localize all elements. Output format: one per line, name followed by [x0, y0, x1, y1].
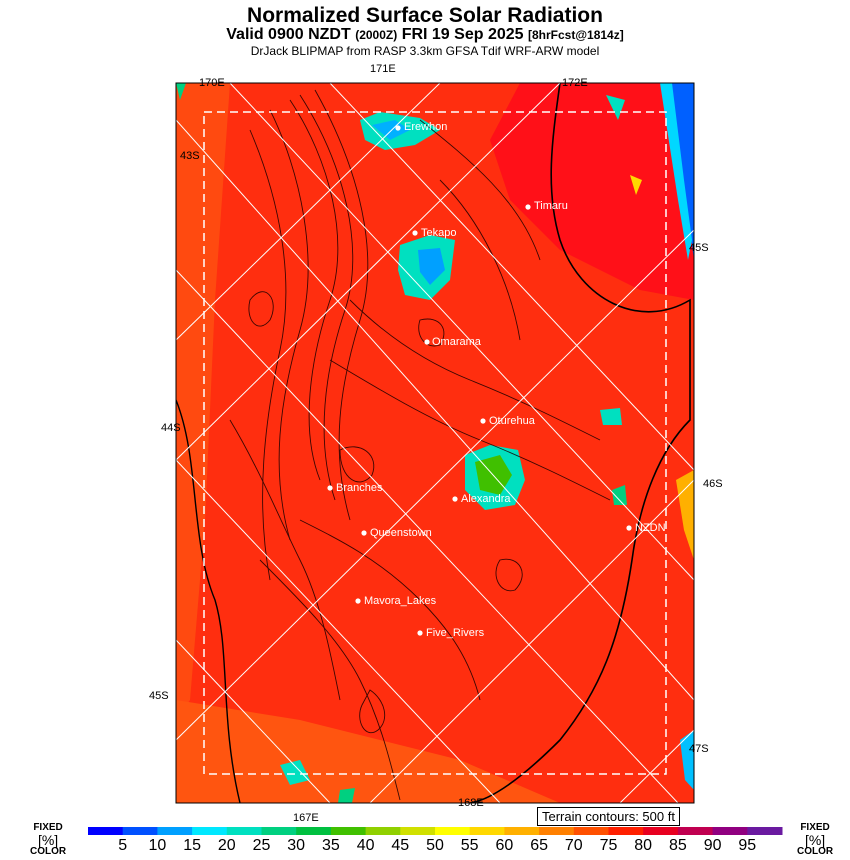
model-subtitle: DrJack BLIPMAP from RASP 3.3km GFSA Tdif WRF-ARW model [250, 44, 600, 58]
colorbar-tick-label: 25 [252, 837, 271, 854]
colorbar-tick-label: 90 [703, 837, 722, 854]
valid-zulu: (2000Z) [355, 28, 398, 42]
colorbar-tick-label: 70 [564, 837, 583, 854]
lat-label-45s-left: 45S [149, 690, 169, 702]
colorbar-tick-label: 60 [495, 837, 514, 854]
colorbar-swatch [157, 827, 192, 835]
colorbar-tick-label: 50 [426, 837, 444, 854]
colorbar [88, 827, 783, 835]
colorbar-tick-label: 10 [148, 837, 167, 854]
colorbar-swatch [400, 827, 435, 835]
colorbar-tick-label: 40 [356, 837, 375, 854]
colorbar-tick-label: 5 [118, 837, 128, 854]
valid-date: FRI 19 Sep 2025 [401, 26, 524, 43]
colorbar-tick-label: 55 [460, 837, 479, 854]
valid-main: Valid 0900 NZDT [226, 26, 351, 43]
colorbar-swatch [574, 827, 609, 835]
colorbar-swatch [539, 827, 574, 835]
place-mavora-lakes: Mavora_Lakes [364, 595, 437, 607]
place-omarama: Omarama [432, 336, 481, 348]
colorbar-swatch [609, 827, 644, 835]
lat-label-47s: 47S [689, 743, 709, 755]
colorbar-tick-label: 80 [634, 837, 653, 854]
colorbar-swatch [504, 827, 539, 835]
lat-label-43s: 43S [180, 150, 200, 162]
colorbar-swatch [88, 827, 123, 835]
colorbar-swatch [123, 827, 158, 835]
lon-label-170e: 170E [199, 77, 225, 89]
colorbar-swatch [262, 827, 297, 835]
colorbar-tick-label: 75 [599, 837, 618, 854]
colorbar-swatch [678, 827, 713, 835]
lat-label-44s: 44S [161, 422, 181, 434]
colorbar-swatch [227, 827, 262, 835]
lat-label-45s-right: 45S [689, 242, 709, 254]
colorbar-swatch [296, 827, 331, 835]
colorbar-tick-label: 35 [321, 837, 340, 854]
colorbar-tick-label: 30 [287, 837, 306, 854]
colorbar-tick-label: 65 [530, 837, 548, 854]
colorbar-swatch [713, 827, 748, 835]
place-tekapo: Tekapo [421, 227, 457, 239]
lon-label-167e: 167E [293, 812, 319, 824]
colorbar-tick-label: 85 [668, 837, 687, 854]
colorbar-tick-label: 15 [183, 837, 201, 854]
place-erewhon: Erewhon [404, 121, 448, 133]
terrain-contours-note: Terrain contours: 500 ft [537, 807, 680, 826]
lon-label-172e: 172E [562, 77, 588, 89]
colorbar-tick-label: 45 [391, 837, 410, 854]
colorbar-right-label: FIXED [%] COLOR [797, 822, 834, 857]
colorbar-swatch [470, 827, 505, 835]
place-branches: Branches [336, 482, 383, 494]
colorbar-swatch [331, 827, 366, 835]
lat-label-46s: 46S [703, 478, 723, 490]
place-nzdn: NZDN [635, 522, 666, 534]
map-title: Normalized Surface Solar Radiation [247, 4, 603, 27]
lon-label-171e: 171E [370, 63, 396, 75]
place-five-rivers: Five_Rivers [426, 627, 485, 639]
colorbar-swatch [192, 827, 227, 835]
forecast-info: [8hrFcst@1814z] [527, 28, 624, 42]
colorbar-tick-label: 95 [738, 837, 757, 854]
colorbar-swatch [435, 827, 470, 835]
colorbar-swatch [747, 827, 782, 835]
colorbar-left-label: FIXED [%] COLOR [30, 822, 67, 857]
place-timaru: Timaru [534, 200, 568, 212]
place-alexandra: Alexandra [461, 493, 511, 505]
place-oturehua: Oturehua [489, 415, 535, 427]
lon-label-168e: 168E [458, 797, 484, 809]
colorbar-swatch [643, 827, 678, 835]
colorbar-swatch [366, 827, 401, 835]
place-queenstown: Queenstown [370, 527, 432, 539]
colorbar-tick-label: 20 [217, 837, 236, 854]
